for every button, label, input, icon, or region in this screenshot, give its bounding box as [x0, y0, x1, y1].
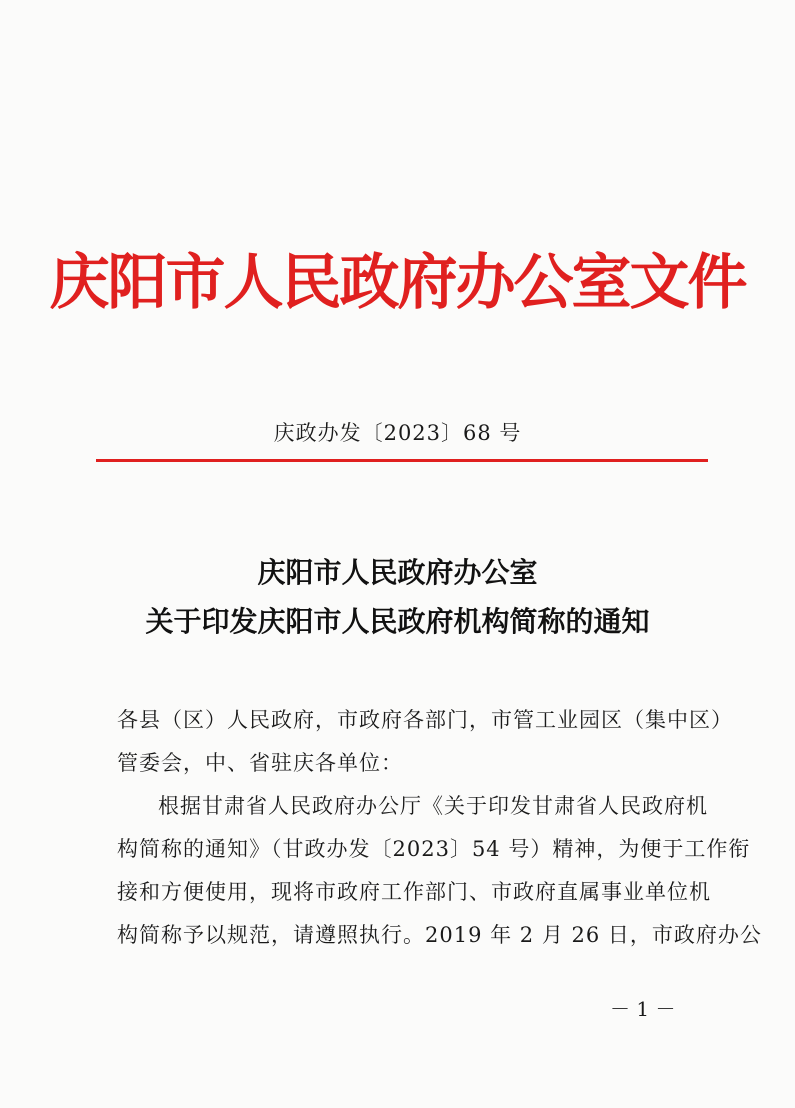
- document-header-title: 庆阳市人民政府办公室文件: [49, 248, 746, 318]
- notice-title-line-1: 庆阳市人民政府办公室: [257, 556, 538, 589]
- body-line-1: 各县（区）人民政府，市政府各部门，市管工业园区（集中区）: [117, 708, 733, 732]
- body-line-3: 根据甘肃省人民政府办公厅《关于印发甘肃省人民政府机: [158, 794, 708, 818]
- body-line-5: 接和方便使用，现将市政府工作部门、市政府直属事业单位机: [117, 880, 711, 904]
- red-divider-line: [96, 459, 708, 462]
- notice-title-line-2: 关于印发庆阳市人民政府机构简称的通知: [145, 605, 650, 638]
- body-line-4: 构简称的通知》（甘政办发〔2023〕54 号）精神，为便于工作衔: [117, 837, 751, 861]
- document-number: 庆政办发〔2023〕68 号: [273, 421, 522, 445]
- page-number: － 1 －: [610, 997, 676, 1021]
- body-line-2: 管委会，中、省驻庆各单位：: [117, 751, 403, 775]
- body-line-6: 构简称予以规范，请遵照执行。2019 年 2 月 26 日，市政府办公: [117, 923, 762, 947]
